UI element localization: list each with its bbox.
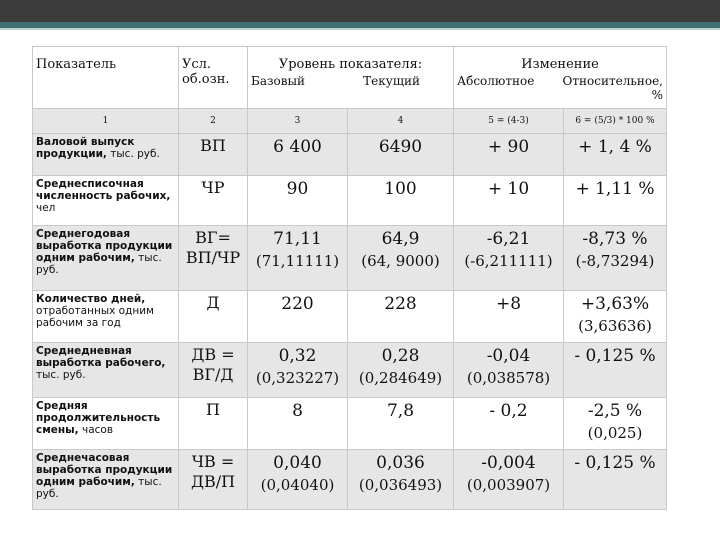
base-cell [248, 226, 348, 291]
cell-value: + 1,11 % [575, 179, 655, 199]
cell-value: + 1, 4 % [578, 137, 652, 157]
relative-cell [564, 291, 667, 343]
relative-cell [564, 176, 667, 226]
cell-value-exact: (0,003907) [466, 476, 551, 494]
symbol-value: Д [206, 293, 220, 312]
slide-top-bar [0, 0, 720, 22]
absolute-cell [454, 134, 564, 176]
cell-value-exact: (0,284649) [358, 369, 443, 387]
absolute-cell [454, 398, 564, 450]
indicator-name: Валовой выпуск продукции, [36, 136, 135, 160]
symbol-cell [179, 176, 248, 226]
cell-value: 0,32 [278, 346, 317, 366]
current-cell [348, 134, 454, 176]
cell-value: -0,04 [486, 346, 531, 366]
cell-value: 71,11 [273, 229, 322, 249]
cell-value: + 90 [487, 137, 530, 157]
cell-value: -0,004 [481, 453, 536, 473]
table-header-row [33, 47, 667, 109]
absolute-cell [454, 343, 564, 398]
current-cell [348, 226, 454, 291]
table-row [33, 134, 667, 176]
indicator-cell [33, 226, 179, 291]
symbol-value: ДВ = ВГ/Д [191, 345, 235, 384]
indicator-name: Среднедневная выработка рабочего, [36, 345, 166, 369]
cell-value: 6 400 [273, 137, 322, 157]
header-change-title: Изменение [521, 57, 599, 72]
indicator-cell [33, 343, 179, 398]
cell-value-exact: (-8,73294) [575, 252, 655, 270]
table-row [33, 291, 667, 343]
cell-value: - 0,125 % [574, 453, 656, 473]
base-cell [248, 398, 348, 450]
table-row [33, 226, 667, 291]
column-number: 2 [179, 109, 248, 134]
cell-value: 90 [286, 179, 309, 199]
indicator-unit: тыс. руб. [106, 148, 160, 160]
base-cell [248, 176, 348, 226]
cell-value: - 0,125 % [574, 346, 656, 366]
cell-value: 0,040 [273, 453, 322, 473]
cell-value-exact: (0,04040) [260, 476, 335, 494]
indicators-table [32, 46, 667, 510]
absolute-cell [454, 226, 564, 291]
indicator-cell [33, 450, 179, 510]
cell-value-exact: (0,036493) [358, 476, 443, 494]
cell-value: +3,63% [580, 294, 650, 314]
table-row [33, 398, 667, 450]
column-number: 6 = (5/3) * 100 % [564, 109, 667, 134]
header-current: Текущий [363, 74, 420, 88]
symbol-cell [179, 398, 248, 450]
slide-accent-stripe [0, 28, 720, 30]
header-level-title: Уровень показателя: [278, 57, 423, 72]
base-cell [248, 291, 348, 343]
header-base: Базовый [251, 74, 306, 88]
column-number: 1 [33, 109, 179, 134]
indicator-unit: часов [78, 424, 114, 436]
cell-value: -2,5 % [587, 401, 643, 421]
symbol-cell [179, 343, 248, 398]
header-absolute: Абсолютное [457, 74, 535, 88]
symbol-cell [179, 450, 248, 510]
base-cell [248, 134, 348, 176]
indicator-cell [33, 176, 179, 226]
cell-value: 64,9 [381, 229, 420, 249]
relative-cell [564, 134, 667, 176]
header-relative: Относительное, % [562, 74, 663, 102]
base-cell [248, 450, 348, 510]
indicator-name: Количество дней, [36, 293, 146, 305]
indicator-name: Средняя продолжительность смены, [36, 400, 161, 436]
table-body [33, 134, 667, 510]
header-symbol-label: Усл. об.озн. [182, 57, 230, 87]
cell-value-exact: (71,11111) [255, 252, 340, 270]
cell-value: +8 [495, 294, 522, 314]
cell-value-exact: (0,038578) [466, 369, 551, 387]
symbol-cell [179, 226, 248, 291]
header-level [248, 47, 454, 109]
cell-value: 100 [384, 179, 417, 199]
table-row [33, 450, 667, 510]
symbol-cell [179, 291, 248, 343]
cell-value: 220 [281, 294, 314, 314]
absolute-cell [454, 450, 564, 510]
current-cell [348, 343, 454, 398]
indicator-unit: тыс. руб. [36, 252, 162, 276]
relative-cell [564, 398, 667, 450]
table-row [33, 176, 667, 226]
cell-value: + 10 [487, 179, 530, 199]
indicator-cell [33, 134, 179, 176]
cell-value: -8,73 % [582, 229, 648, 249]
indicator-unit: тыс. руб. [36, 369, 86, 381]
symbol-cell [179, 134, 248, 176]
indicator-cell [33, 291, 179, 343]
header-indicator: Показатель [33, 47, 179, 109]
absolute-cell [454, 176, 564, 226]
relative-cell [564, 343, 667, 398]
base-cell [248, 343, 348, 398]
symbol-value: П [206, 400, 220, 419]
header-change [454, 47, 667, 109]
relative-cell [564, 226, 667, 291]
cell-value: -6,21 [486, 229, 531, 249]
cell-value-exact: (0,025) [587, 424, 643, 442]
symbol-value: ВП [200, 136, 226, 155]
indicator-cell [33, 398, 179, 450]
cell-value: 7,8 [386, 401, 415, 421]
indicator-name: Среднечасовая выработка продукции одним рабочим, [36, 452, 173, 488]
indicator-name: Среднесписочная численность рабочих, [36, 178, 171, 202]
current-cell [348, 450, 454, 510]
cell-value: 0,036 [376, 453, 425, 473]
indicator-unit: отработанных одним рабочим за год [36, 305, 154, 329]
cell-value-exact: (-6,211111) [464, 252, 553, 270]
cell-value-exact: (0,323227) [255, 369, 340, 387]
relative-cell [564, 450, 667, 510]
symbol-value: ЧВ = ДВ/П [190, 452, 236, 491]
header-symbol [179, 47, 248, 109]
absolute-cell [454, 291, 564, 343]
symbol-value: ВГ= ВП/ЧР [185, 228, 241, 267]
column-numbers-row [33, 109, 667, 134]
cell-value: 0,28 [381, 346, 420, 366]
indicator-unit: чел [36, 202, 56, 214]
column-number: 5 = (4-3) [454, 109, 564, 134]
current-cell [348, 291, 454, 343]
current-cell [348, 176, 454, 226]
indicator-name: Среднегодовая выработка продукции одним рабочим, [36, 228, 173, 264]
cell-value: - 0,2 [489, 401, 528, 421]
cell-value-exact: (3,63636) [578, 317, 652, 335]
symbol-value: ЧР [201, 178, 225, 197]
table-row [33, 343, 667, 398]
column-number: 4 [348, 109, 454, 134]
cell-value: 6490 [378, 137, 423, 157]
cell-value: 8 [292, 401, 303, 421]
cell-value-exact: (64, 9000) [361, 252, 440, 270]
current-cell [348, 398, 454, 450]
column-number: 3 [248, 109, 348, 134]
indicator-unit: тыс. руб. [36, 476, 162, 500]
cell-value: 228 [384, 294, 417, 314]
